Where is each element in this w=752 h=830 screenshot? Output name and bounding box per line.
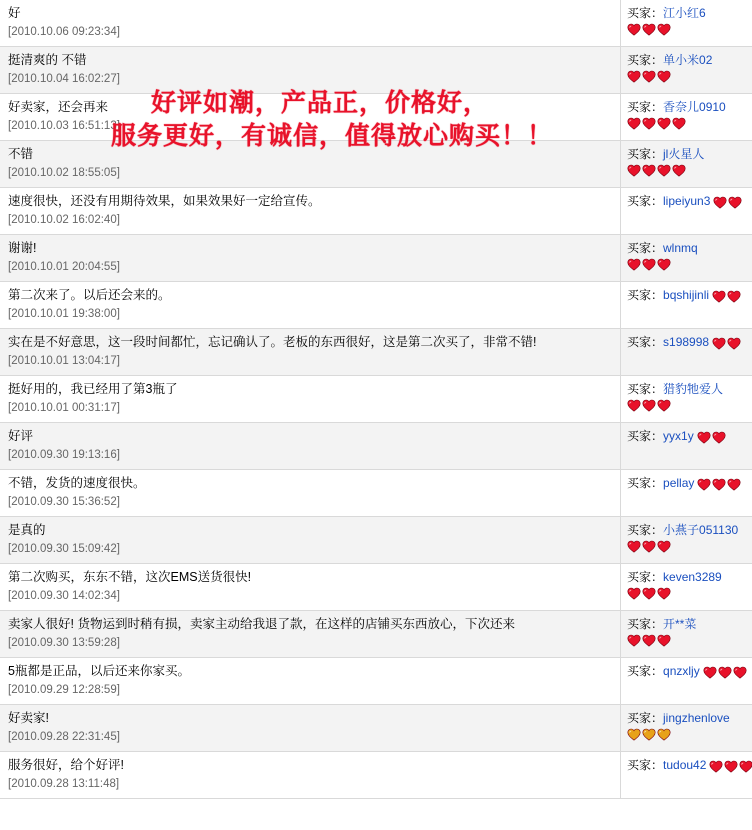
table-row [0, 517, 752, 564]
buyer-line [627, 52, 752, 69]
rating-hearts [709, 759, 752, 776]
heart-icon [627, 587, 641, 600]
rating-hearts [627, 70, 752, 85]
buyer-name-link[interactable]: 单小米02 [663, 53, 713, 67]
review-date: [2010.10.04 16:02:27] [8, 73, 120, 85]
heart-icon [657, 23, 671, 36]
promo-line-1: 好评如潮，产品正，价格好， [150, 88, 489, 117]
buyer-name-link[interactable]: wlnmq [663, 241, 698, 255]
buyer-name-link[interactable]: yyx1y [663, 429, 694, 443]
heart-icon [627, 70, 641, 83]
heart-icon [642, 70, 656, 83]
review-text: 不错，发货的速度很快。 [8, 476, 146, 490]
buyer-line [627, 99, 752, 116]
review-comment-cell [0, 94, 621, 141]
review-text: 谢谢! [8, 241, 37, 255]
heart-icon [657, 70, 671, 83]
review-date: [2010.10.03 16:51:13] [8, 120, 120, 132]
table-row [0, 188, 752, 235]
review-comment-cell [0, 470, 621, 517]
table-row [0, 0, 752, 47]
buyer-label: 买家： [627, 429, 664, 443]
rating-hearts [627, 728, 752, 743]
heart-icon [627, 23, 641, 36]
review-date: [2010.10.01 13:04:17] [8, 355, 120, 367]
heart-icon [657, 540, 671, 553]
buyer-line [627, 193, 752, 212]
heart-icon [642, 258, 656, 271]
buyer-line [627, 522, 752, 539]
buyer-name-link[interactable]: tudou42 [663, 758, 707, 772]
heart-icon [642, 540, 656, 553]
table-row [0, 235, 752, 282]
review-comment-cell [0, 282, 621, 329]
buyer-label: 买家： [627, 53, 664, 67]
review-buyer-cell [621, 47, 752, 94]
review-buyer-cell [621, 423, 752, 470]
table-row [0, 658, 752, 705]
rating-hearts [627, 587, 752, 602]
rating-hearts [627, 164, 752, 179]
review-comment-cell [0, 564, 621, 611]
buyer-name-link[interactable]: qnzxljy [663, 664, 700, 678]
review-text: 卖家人很好! 货物运到时稍有损，卖家主动给我退了款，在这样的店铺买东西放心，下次还来 [8, 617, 515, 631]
heart-icon [727, 337, 741, 350]
buyer-label: 买家： [627, 6, 664, 20]
buyer-name-link[interactable]: lipeiyun3 [663, 194, 711, 208]
heart-icon [727, 478, 741, 491]
promo-line-2: 服务更好，有诚信，值得放心购买！！ [110, 121, 553, 150]
review-buyer-cell [621, 329, 752, 376]
buyer-label: 买家： [627, 194, 664, 208]
buyer-label: 买家： [627, 570, 664, 584]
table-row [0, 141, 752, 188]
buyer-name-link[interactable]: jingzhenlove [663, 711, 730, 725]
heart-icon [627, 540, 641, 553]
heart-icon [627, 164, 641, 177]
buyer-name-link[interactable]: 香奈儿0910 [663, 100, 726, 114]
review-date: [2010.10.01 19:38:00] [8, 308, 120, 320]
heart-icon [627, 258, 641, 271]
review-comment-cell [0, 141, 621, 188]
rating-hearts [712, 336, 742, 353]
buyer-label: 买家： [627, 711, 664, 725]
heart-icon [724, 760, 738, 773]
heart-icon [657, 728, 671, 741]
heart-icon [672, 164, 686, 177]
heart-icon [718, 666, 732, 679]
heart-icon [733, 666, 747, 679]
buyer-line [627, 616, 752, 633]
buyer-label: 买家： [627, 758, 664, 772]
review-buyer-cell [621, 376, 752, 423]
heart-icon [642, 399, 656, 412]
review-buyer-cell [621, 188, 752, 235]
review-date: [2010.09.28 13:11:48] [8, 778, 120, 790]
rating-hearts [627, 258, 752, 273]
buyer-label: 买家： [627, 617, 664, 631]
heart-icon [627, 399, 641, 412]
review-date: [2010.10.02 16:02:40] [8, 214, 120, 226]
review-date: [2010.09.30 15:09:42] [8, 543, 120, 555]
review-text: 实在是不好意思，这一段时间都忙，忘记确认了。老板的东西很好，这是第二次买了，非常不错! [8, 335, 537, 349]
heart-icon [642, 728, 656, 741]
heart-icon [739, 760, 752, 773]
buyer-line [627, 428, 752, 447]
heart-icon [703, 666, 717, 679]
buyer-line [627, 5, 752, 22]
table-row [0, 705, 752, 752]
rating-hearts [627, 23, 752, 38]
table-row [0, 564, 752, 611]
heart-icon [642, 634, 656, 647]
review-buyer-cell [621, 470, 752, 517]
review-date: [2010.09.28 22:31:45] [8, 731, 120, 743]
table-row [0, 376, 752, 423]
table-row [0, 282, 752, 329]
buyer-name-link[interactable]: keven3289 [663, 570, 722, 584]
review-text: 好 [8, 6, 21, 20]
review-buyer-cell [621, 611, 752, 658]
review-buyer-cell [621, 752, 752, 799]
review-comment-cell [0, 752, 621, 799]
heart-icon [627, 634, 641, 647]
buyer-line [627, 381, 752, 398]
buyer-label: 买家： [627, 523, 664, 537]
review-buyer-cell [621, 0, 752, 47]
buyer-label: 买家： [627, 664, 664, 678]
buyer-label: 买家： [627, 335, 664, 349]
heart-icon [627, 117, 641, 130]
review-text: 好评 [8, 429, 34, 443]
heart-icon [697, 431, 711, 444]
heart-icon [727, 290, 741, 303]
buyer-line [627, 569, 752, 586]
review-comment-cell [0, 329, 621, 376]
review-text: 不错 [8, 147, 34, 161]
rating-hearts [713, 195, 743, 212]
review-comment-cell [0, 0, 621, 47]
review-comment-cell [0, 423, 621, 470]
buyer-label: 买家： [627, 100, 664, 114]
heart-icon [642, 117, 656, 130]
heart-icon [657, 634, 671, 647]
buyer-name-link[interactable]: 江小红6 [663, 6, 706, 20]
heart-icon [712, 337, 726, 350]
rating-hearts [627, 540, 752, 555]
table-row [0, 611, 752, 658]
buyer-name-link[interactable]: 小燕子051130 [663, 523, 739, 537]
review-date: [2010.09.30 15:36:52] [8, 496, 120, 508]
rating-hearts [697, 477, 742, 494]
buyer-name-link[interactable]: pellay [663, 476, 695, 490]
review-text: 服务很好，给个好评! [8, 758, 124, 772]
rating-hearts [627, 634, 752, 649]
buyer-line [627, 710, 752, 727]
review-text: 好卖家，还会再来 [8, 100, 109, 114]
buyer-label: 买家： [627, 382, 664, 396]
review-date: [2010.09.29 12:28:59] [8, 684, 120, 696]
heart-icon [657, 117, 671, 130]
review-text: 好卖家! [8, 711, 49, 725]
rating-hearts [697, 430, 727, 447]
heart-icon [627, 728, 641, 741]
heart-icon [713, 196, 727, 209]
heart-icon [709, 760, 723, 773]
heart-icon [697, 478, 711, 491]
review-buyer-cell [621, 705, 752, 752]
buyer-line [627, 146, 752, 163]
table-row [0, 752, 752, 799]
rating-hearts [712, 289, 742, 306]
review-buyer-cell [621, 235, 752, 282]
heart-icon [642, 23, 656, 36]
review-text: 挺清爽的 不错 [8, 53, 87, 67]
review-buyer-cell [621, 564, 752, 611]
heart-icon [672, 117, 686, 130]
review-text: 速度很快，还没有用期待效果，如果效果好一定给宣传。 [8, 194, 321, 208]
review-comment-cell [0, 47, 621, 94]
table-row [0, 329, 752, 376]
table-row [0, 470, 752, 517]
review-buyer-cell [621, 517, 752, 564]
table-row [0, 423, 752, 470]
rating-hearts [627, 399, 752, 414]
buyer-line [627, 663, 752, 682]
heart-icon [642, 164, 656, 177]
buyer-line [627, 287, 752, 306]
heart-icon [657, 164, 671, 177]
review-buyer-cell [621, 282, 752, 329]
review-buyer-cell [621, 94, 752, 141]
buyer-name-link[interactable]: jl火星人 [663, 147, 705, 161]
rating-hearts [627, 117, 752, 132]
buyer-line [627, 475, 752, 494]
review-buyer-cell [621, 141, 752, 188]
review-date: [2010.10.06 09:23:34] [8, 26, 120, 38]
buyer-line [627, 757, 752, 776]
review-date: [2010.09.30 14:02:34] [8, 590, 120, 602]
review-comment-cell [0, 517, 621, 564]
buyer-line [627, 240, 752, 257]
review-text: 第二次购买，东东不错，这次EMS送货很快! [8, 570, 252, 584]
buyer-name-link[interactable]: 开**菜 [663, 617, 697, 631]
buyer-name-link[interactable]: bqshijinli [663, 288, 710, 302]
review-comment-cell [0, 705, 621, 752]
review-date: [2010.10.01 20:04:55] [8, 261, 120, 273]
heart-icon [712, 478, 726, 491]
rating-hearts [703, 665, 748, 682]
table-row [0, 47, 752, 94]
table-row [0, 94, 752, 141]
buyer-name-link[interactable]: s198998 [663, 335, 710, 349]
heart-icon [657, 258, 671, 271]
heart-icon [642, 587, 656, 600]
review-date: [2010.10.02 18:55:05] [8, 167, 120, 179]
buyer-label: 买家： [627, 147, 664, 161]
heart-icon [728, 196, 742, 209]
review-comment-cell [0, 376, 621, 423]
review-comment-cell [0, 658, 621, 705]
heart-icon [657, 587, 671, 600]
review-date: [2010.09.30 19:13:16] [8, 449, 120, 461]
review-text: 挺好用的，我已经用了第3瓶了 [8, 382, 178, 396]
review-text: 第二次来了。以后还会来的。 [8, 288, 171, 302]
buyer-name-link[interactable]: 猎豹牠爱人 [663, 382, 724, 396]
review-comment-cell [0, 188, 621, 235]
review-date: [2010.09.30 13:59:28] [8, 637, 120, 649]
heart-icon [657, 399, 671, 412]
review-date: [2010.10.01 00:31:17] [8, 402, 120, 414]
review-text: 是真的 [8, 523, 46, 537]
review-comment-cell [0, 611, 621, 658]
heart-icon [712, 431, 726, 444]
buyer-line [627, 334, 752, 353]
buyer-label: 买家： [627, 288, 664, 302]
buyer-label: 买家： [627, 476, 664, 490]
buyer-label: 买家： [627, 241, 664, 255]
review-buyer-cell [621, 658, 752, 705]
review-text: 5瓶都是正品，以后还来你家买。 [8, 664, 190, 678]
heart-icon [712, 290, 726, 303]
review-comment-cell [0, 235, 621, 282]
